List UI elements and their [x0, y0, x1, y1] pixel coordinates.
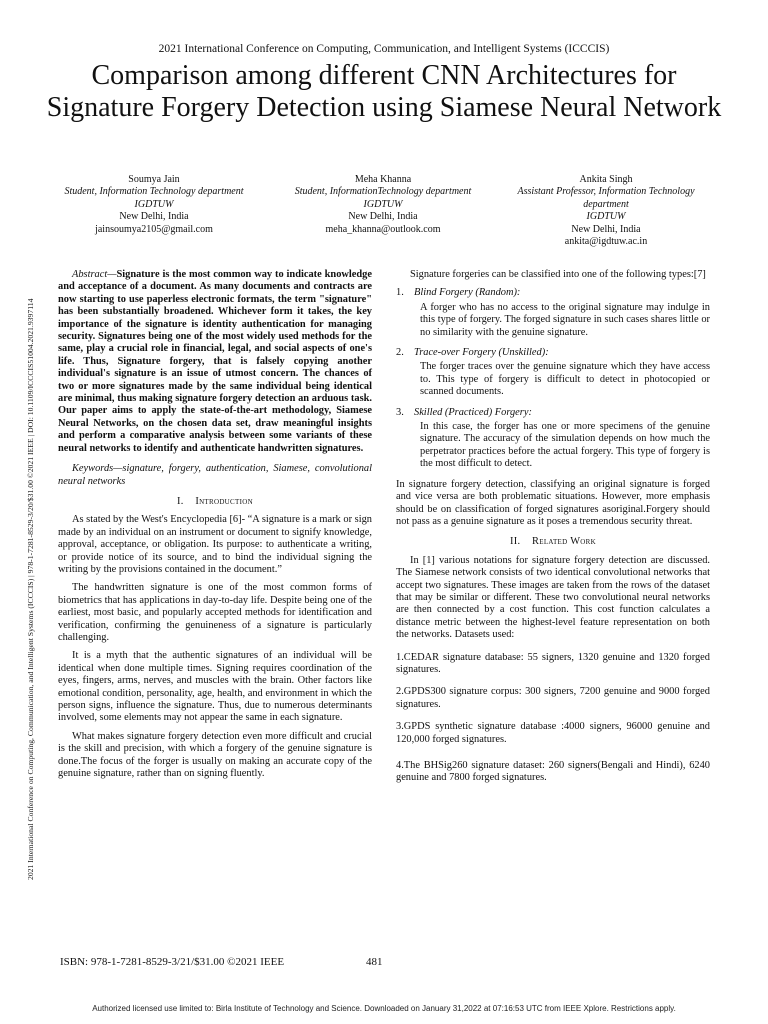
author-email: meha_khanna@outlook.com — [325, 223, 441, 235]
author-block-1 — [54, 174, 254, 236]
right-column — [396, 269, 710, 791]
forgery-intro: Signature forgeries can be classified into one of the following types:[7] — [410, 269, 706, 280]
abstract — [58, 269, 372, 455]
dataset-item: 1.CEDAR signature database: 55 signers, 1320 genuine and 1320 forged signatures. — [396, 651, 710, 675]
list-number: 3. — [396, 406, 404, 418]
section-title: Introduction — [195, 495, 253, 507]
list-label: Blind Forgery (Random): — [414, 287, 521, 299]
author-city: New Delhi, India — [348, 211, 418, 223]
section-number: II. — [510, 536, 521, 548]
section-title: Related Work — [532, 536, 596, 548]
section-number: I. — [177, 495, 184, 507]
abstract-text: Signature is the most common way to indicate knowledge and acceptance of a document. As many documents and contracts are now starting to use paperless electronic formats, the term "signature" has been substantially broadened. Whichever form it takes, the key importance of the signature is identity authentication for managing security. Signatures being one of the most widely used methods for the same, play a crucial role in financial, legal, and social aspects of one's life. Thus, Signature forgery, that is falsely copying another individual's signature is an issue of utmost concern. The chances of two or more signatures made by the same individual being identical are minimal, thus making signature forgery detection an arduous task. Our paper aims to apply the state-of-the-art methodology, Siamese Neural Networks, on the chosen data set, draw meaningful insights and perform a comparative analysis between some variants of these neural networks to identify and authenticate handwritten signatures. — [58, 269, 372, 454]
forgery-paragraph: In signature forgery detection, classifying an original signature is forged and vice versa are both problematic situations. However, more emphasis should be on classification of forged signatures asoriginal.Forgery should not pass as a genuine signature as it poses a tremendous security threat. — [396, 478, 710, 527]
abstract-label: Abstract— — [72, 269, 117, 280]
author-name: Ankita Singh — [579, 174, 633, 185]
list-item — [396, 347, 710, 359]
list-description: A forger who has no access to the original signature may indulge in this type of forgery. The forged signature in such cases shares little or no similarity with the genuine signature. — [420, 301, 710, 338]
dataset-item: 2.GPDS300 signature corpus: 300 signers, 7200 genuine and 9000 forged signatures. — [396, 686, 710, 710]
dataset-item: 4.The BHSig260 signature dataset: 260 signers(Bengali and Hindi), 6240 genuine and 7800 forged signatures. — [396, 760, 710, 784]
author-name: Meha Khanna — [354, 174, 412, 185]
intro-paragraph-1: As stated by the West's Encyclopedia [6]- “A signature is a mark or sign made by an individual on an instrument or document to signify knowledge, approval, acceptance, or obligation. Its purpose: to authenticate a writing, or provide notice of its source, and to bind the individual signing the writing by the provisions contained in the document.” — [58, 514, 372, 575]
list-number: 1. — [396, 287, 404, 299]
author-org: IGDTUW — [586, 211, 626, 223]
related-paragraph-1: In [1] various notations for signature forgery detection are discussed. The Siamese network consists of two identical convolutional networks that accept two signatures. These images are taken from the rows of the dataset that may be similar or different. These two convolutional neural networks are then connected by a cost function. This cost function calculates a distance metric between the highest-level feature representation on both the networks. Datasets used: — [396, 554, 710, 641]
list-description: The forger traces over the genuine signature which they have access to. This type of forgery is difficult to detect in photocopied or scanned documents. — [420, 361, 710, 398]
page-number: 481 — [366, 956, 383, 968]
section-heading-related-work — [396, 536, 710, 548]
author-role: Assistant Professor, Information Technology department — [517, 186, 695, 210]
side-doi-text: 2021 International Conference on Computing, Communication, and Intelligent Systems (ICCCIS) | 978-1-7281-8529-3/20/$31.00 ©2021 IEEE | DOI: 10.1109/ICCCIS51004.2021.9397114 — [26, 298, 35, 880]
list-description: In this case, the forger has one or more specimens of the genuine signature. The accuracy of the simulation depends on how much the perpetrator practices before the actual forgery. This type of forgery is the most difficult to detect. — [420, 421, 710, 470]
author-org: IGDTUW — [363, 198, 403, 210]
list-number: 2. — [396, 347, 404, 359]
list-item — [396, 287, 710, 299]
author-email: ankita@igdtuw.ac.in — [564, 236, 648, 248]
license-notice: Authorized licensed use limited to: Birla Institute of Technology and Science. Downloaded on January 31,2022 at 07:16:53 UTC from IEEE Xplore. Restrictions apply. — [92, 1004, 676, 1013]
dataset-item: 3.GPDS synthetic signature database :4000 signers, 96000 genuine and 120,000 forged signatures. — [396, 721, 710, 745]
keywords: Keywords—signature, forgery, authentication, Siamese, convolutional neural networks — [58, 463, 372, 487]
intro-paragraph-4: What makes signature forgery detection even more difficult and crucial is the skill and precision, with which a forgery of the genuine signature is done.The focus of the forger is usually on making an accurate copy of the genuine signature, rather than on signing fluently. — [58, 730, 372, 780]
side-doi-strip — [14, 140, 35, 880]
author-block-3 — [506, 174, 706, 248]
author-city: New Delhi, India — [119, 211, 189, 223]
author-org: IGDTUW — [134, 198, 174, 210]
section-heading-introduction — [58, 496, 372, 508]
author-email: jainsoumya2105@gmail.com — [95, 223, 213, 235]
author-name: Soumya Jain — [128, 174, 180, 185]
left-column — [58, 269, 372, 786]
list-label: Trace-over Forgery (Unskilled): — [414, 347, 549, 359]
conference-header: 2021 International Conference on Computing, Communication, and Intelligent Systems (ICCCIS) — [158, 43, 610, 55]
intro-paragraph-3: It is a myth that the authentic signatures of an individual will be identical when done multiple times. Signing requires coordination of the eyes, fingers, arms, nerves, and muscles with the brain. Other factors like emotional condition, personality, age, health, and environment in which the person signs, influence the signature. Thus, due to numerous determinants involved, some elements may not appear the same in each signature. — [58, 650, 372, 724]
list-label: Skilled (Practiced) Forgery: — [414, 406, 532, 418]
paper-title: Comparison among different CNN Architectures for Signature Forgery Detection using Siamese Neural Network — [46, 60, 722, 123]
author-block-2 — [283, 174, 483, 236]
author-role: Student, InformationTechnology department — [294, 186, 472, 198]
footer-isbn: ISBN: 978-1-7281-8529-3/21/$31.00 ©2021 IEEE — [60, 956, 285, 968]
author-city: New Delhi, India — [571, 223, 641, 235]
author-role: Student, Information Technology department — [64, 186, 244, 198]
intro-paragraph-2: The handwritten signature is one of the most common forms of biometrics that has applications in day-to-day life. Despite being one of the earliest, most basic, and popularly accepted methods for identification and verification, confirming the genuineness of a signature is particularly challenging. — [58, 582, 372, 643]
list-item — [396, 407, 710, 419]
